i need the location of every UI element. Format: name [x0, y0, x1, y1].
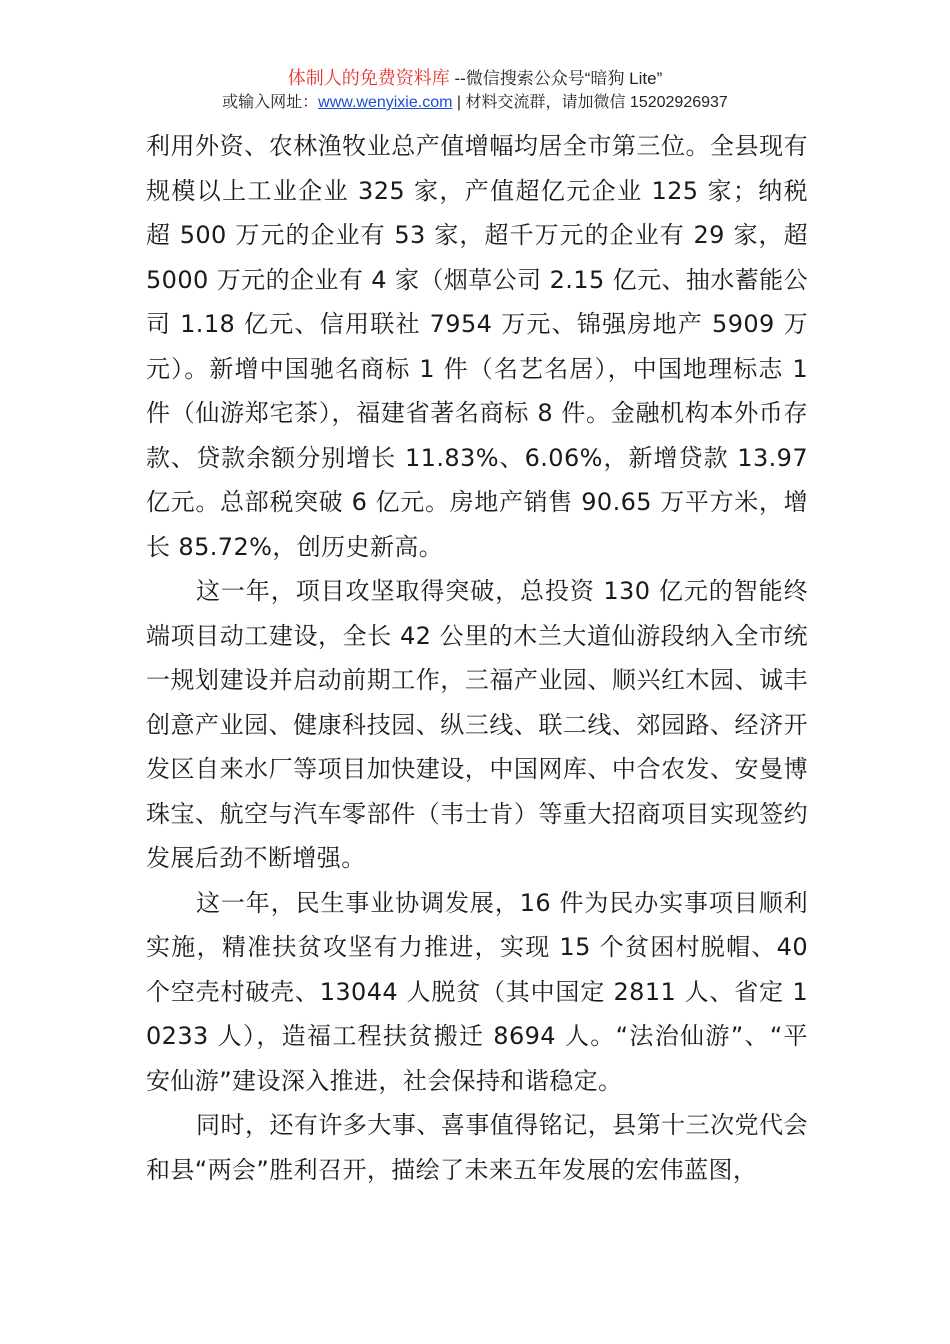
document-body [146, 124, 808, 1192]
paragraph-livelihood: 这一年，民生事业协调发展，16 件为民办实事项目顺利实施，精准扶贫攻坚有力推进，实现 15 个贫困村脱帽、40 个空壳村破壳、13044 人脱贫（其中国定 2811 人、省定 10233 人），造福工程扶贫搬迁 8694 人。“法治仙游”、“平安仙游”建设深入推进，社会保持和谐稳定。 [146, 888, 808, 1095]
header-line-1 [0, 66, 950, 90]
header-wechat-note: --微信搜索公众号“暗狗 Lite” [449, 69, 663, 88]
paragraph-projects: 这一年，项目攻坚取得突破，总投资 130 亿元的智能终端项目动工建设，全长 42 公里的木兰大道仙游段纳入全市统一规划建设并启动前期工作，三福产业园、顺兴红木园、诚丰创意产业园、健康科技园、纵三线、联二线、郊园路、经济开发区自来水厂等项目加快建设，中国网库、中合农发、安曼博珠宝、航空与汽车零部件（韦士肯）等重大招商项目实现签约发展后劲不断增强。 [146, 577, 808, 872]
paragraph-events: 同时，还有许多大事、喜事值得铭记，县第十三次党代会和县“两会”胜利召开，描绘了未来五年发展的宏伟蓝图， [146, 1111, 808, 1184]
paragraph-economy: 利用外资、农林渔牧业总产值增幅均居全市第三位。全县现有规模以上工业企业 325 家，产值超亿元企业 125 家；纳税超 500 万元的企业有 53 家，超千万元的企业有 29 家，超 5000 万元的企业有 4 家（烟草公司 2.15 亿元、抽水蓄能公司 1.18 亿元、信用联社 7954 万元、锦强房地产 5909 万元）。新增中国驰名商标 1 件（名艺名居），中国地理标志 1 件（仙游郑宅茶），福建省著名商标 8 件。金融机构本外币存款、贷款余额分别增长 11.83%、6.06%，新增贷款 13.97 亿元。总部税突破 6 亿元。房地产销售 90.65 万平方米，增长 85.72%，创历史新高。 [146, 132, 808, 561]
header-brand[interactable]: 体制人的免费资料库 [287, 68, 450, 88]
page-header [0, 66, 950, 114]
header-url-link[interactable]: www.wenyixie.com [318, 94, 453, 111]
header-line-2 [0, 92, 950, 114]
header-group-note: 材料交流群，请加微信 15202926937 [465, 94, 728, 111]
header-separator: | [452, 94, 466, 111]
header-url-prefix: 或输入网址： [222, 94, 319, 111]
